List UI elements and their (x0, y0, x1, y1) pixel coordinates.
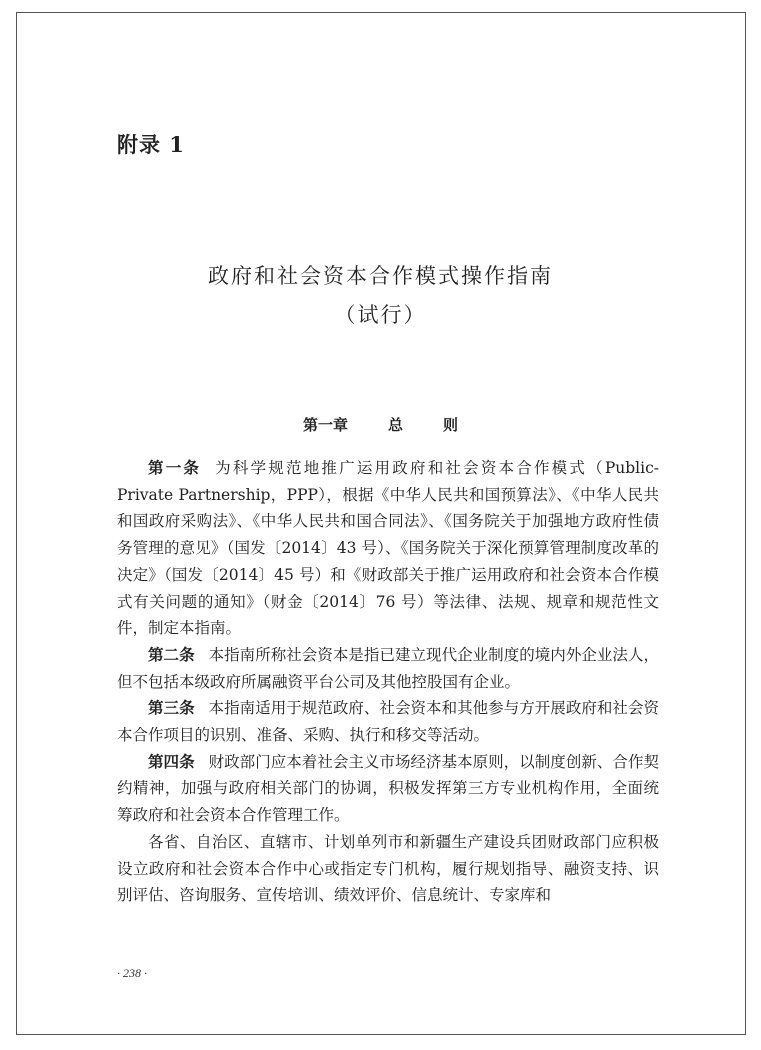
paragraph-article-3 (117, 695, 659, 748)
paragraph-text: 各省、自治区、直辖市、计划单列市和新疆生产建设兵团财政部门应积极设立政府和社会资本合作中心或指定专门机构，履行规划指导、融资支持、识别评估、咨询服务、宣传培训、绩效评价、信息统计、专家库和 (117, 832, 659, 905)
paragraph-continuation (117, 829, 659, 909)
chapter-heading (0, 414, 761, 435)
article-text: 本指南适用于规范政府、社会资本和其他参与方开展政府和社会资本合作项目的识别、准备、采购、执行和移交等活动。 (117, 699, 659, 745)
article-text: 为科学规范地推广运用政府和社会资本合作模式（Public-Private Partnership，PPP），根据《中华人民共和国预算法》、《中华人民共和国政府采购法》、《中华人民共和国合同法》、《国务院关于加强地方政府性债务管理的意见》（国发〔2014〕43 号）、《国务院关于深化预算管理制度改革的决定》（国发〔2014〕45 号）和《财政部关于推广运用政府和社会资本合作模式有关问题的通知》（财金〔2014〕76 号）等法律、法规、规章和规范性文件，制定本指南。 (117, 459, 659, 638)
article-text: 财政部门应本着社会主义市场经济基本原则，以制度创新、合作契约精神，加强与政府相关部门的协调，积极发挥第三方专业机构作用，全面统筹政府和社会资本合作管理工作。 (117, 752, 659, 825)
article-label: 第三条 (148, 699, 195, 718)
page-number: · 238 · (117, 966, 147, 980)
article-text: 本指南所称社会资本是指已建立现代企业制度的境内外企业法人，但不包括本级政府所属融资平台公司及其他控股国有企业。 (117, 645, 659, 691)
article-label: 第一条 (148, 459, 202, 477)
paragraph-article-1 (117, 455, 659, 642)
paragraph-article-2 (117, 642, 659, 695)
paragraph-article-4 (117, 749, 659, 829)
chapter-name-b: 则 (443, 416, 459, 434)
article-label: 第二条 (148, 645, 195, 664)
chapter-name-a: 总 (387, 416, 403, 434)
document-title: 政府和社会资本合作模式操作指南 (208, 264, 553, 288)
body-text (117, 455, 659, 909)
article-label: 第四条 (148, 752, 195, 771)
chapter-number: 第一章 (302, 416, 348, 434)
document-subtitle: （试行） (334, 303, 427, 327)
appendix-label: 附录 1 (117, 132, 185, 157)
